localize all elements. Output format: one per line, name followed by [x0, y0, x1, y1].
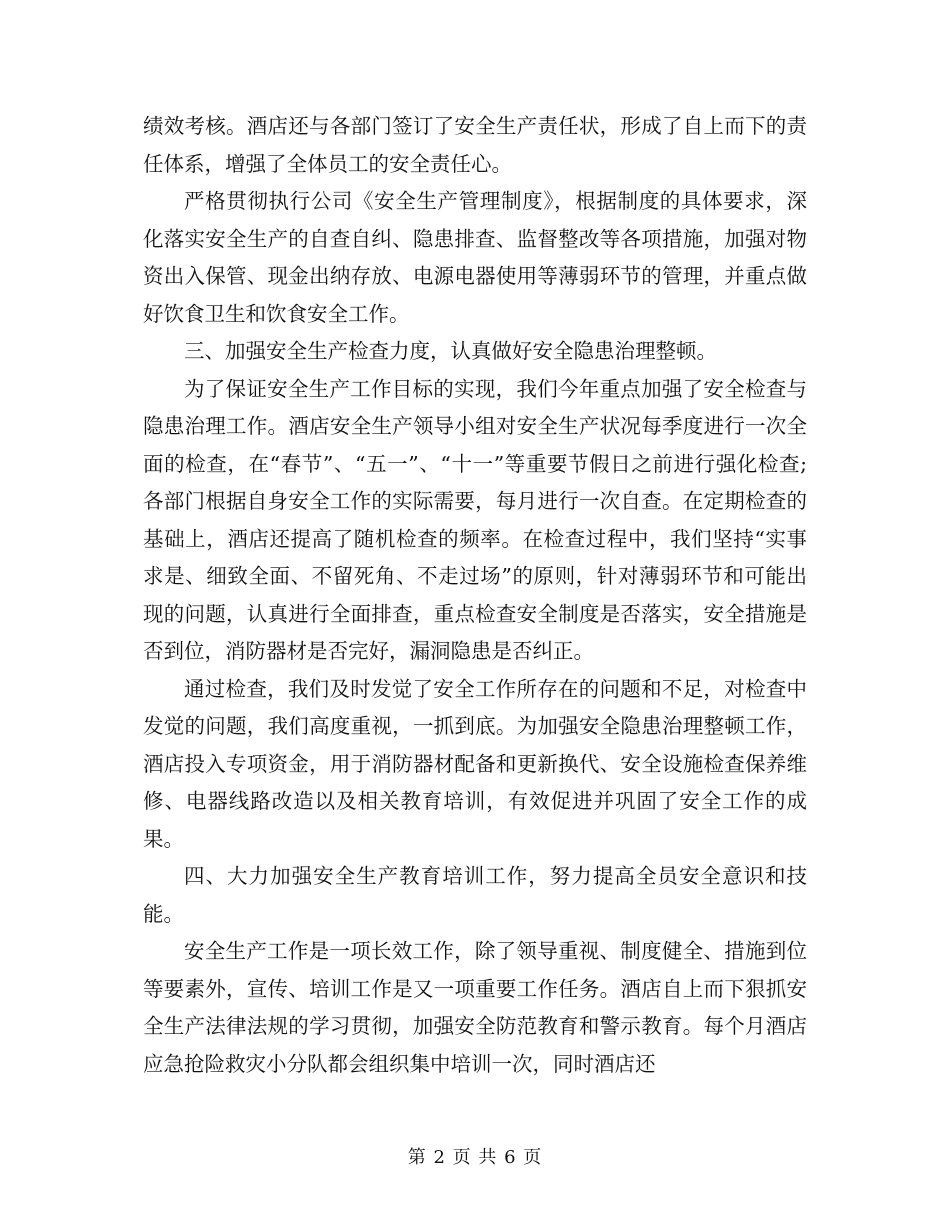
paragraph-4: 为了保证安全生产工作目标的实现，我们今年重点加强了安全检查与隐患治理工作。酒店安全生产领导小组对安全生产状况每季度进行一次全面的检查，在“春节”、“五一”、“十一”等重要节假日之前进行强化检查;各部门根据自身安全工作的实际需要，每月进行一次自查。在定期检查的基础上，酒店还提高了随机检查的频率。在检查过程中，我们坚持“实事求是、细致全面、不留死角、不走过场”的原则，针对薄弱环节和可能出现的问题，认真进行全面排查，重点检查安全制度是否落实，安全措施是否到位，消防器材是否完好，漏洞隐患是否纠正。	[143, 376, 807, 663]
paragraph-2: 严格贯彻执行公司《安全生产管理制度》，根据制度的具体要求，深化落实安全生产的自查自纠、隐患排查、监督整改等各项措施，加强对物资出入保管、现金出纳存放、电源电器使用等薄弱环节的管理，并重点做好饮食卫生和饮食安全工作。	[143, 189, 807, 326]
document-body	[143, 108, 807, 1083]
section-heading-4: 四、大力加强安全生产教育培训工作，努力提高全员安全意识和技能。	[143, 864, 807, 926]
paragraph-7: 安全生产工作是一项长效工作，除了领导重视、制度健全、措施到位等要素外，宣传、培训工作是又一项重要工作任务。酒店自上而下狠抓安全生产法律法规的学习贯彻，加强安全防范教育和警示教育。每个月酒店应急抢险救灾小分队都会组织集中培训一次，同时酒店还	[143, 939, 807, 1076]
paragraph-1: 绩效考核。酒店还与各部门签订了安全生产责任状，形成了自上而下的责任体系，增强了全体员工的安全责任心。	[143, 114, 807, 176]
page-footer: 第 2 页 共 6 页	[407, 1147, 543, 1168]
section-heading-3: 三、加强安全生产检查力度，认真做好安全隐患治理整顿。	[184, 339, 717, 363]
paragraph-5: 通过检查，我们及时发觉了安全工作所存在的问题和不足，对检查中发觉的问题，我们高度重视，一抓到底。为加强安全隐患治理整顿工作，酒店投入专项资金，用于消防器材配备和更新换代、安全设施检查保养维修、电器线路改造以及相关教育培训，有效促进并巩固了安全工作的成果。	[143, 676, 807, 851]
